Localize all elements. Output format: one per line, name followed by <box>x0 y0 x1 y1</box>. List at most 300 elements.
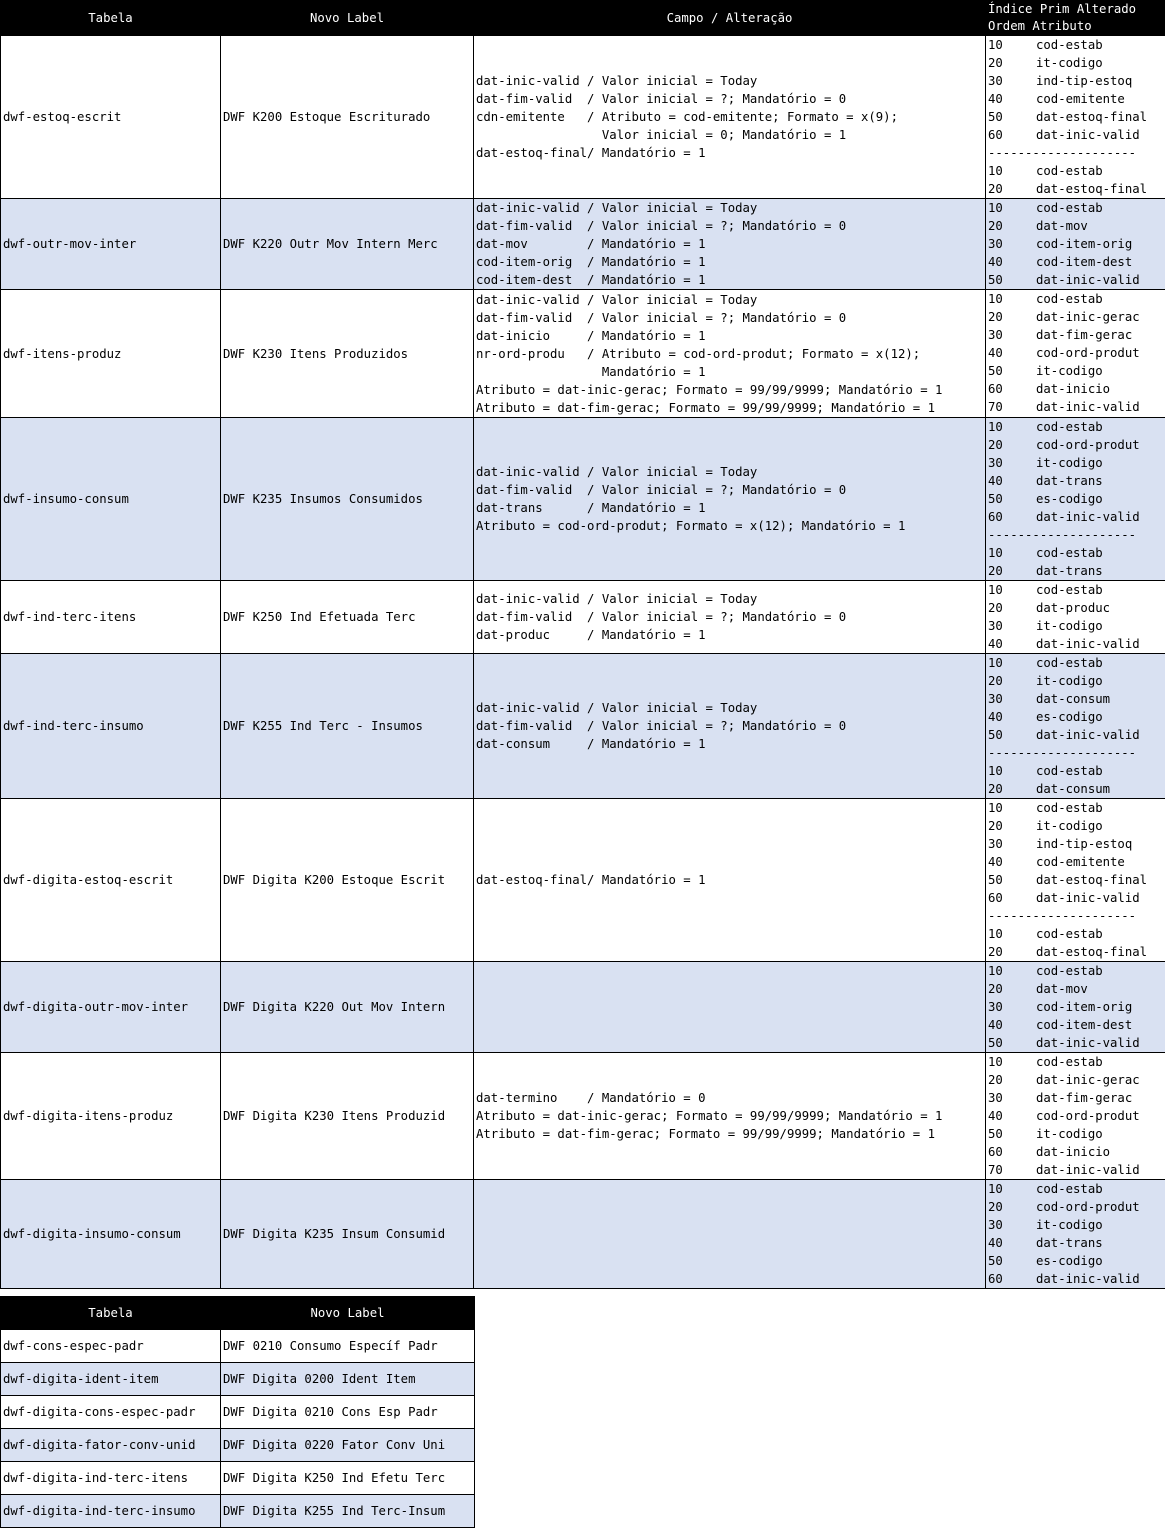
index-atributo: cod-estab <box>1036 962 1163 980</box>
cell-tabela: dwf-digita-ind-terc-insumo <box>1 1495 221 1528</box>
cell-tabela: dwf-ind-terc-itens <box>1 581 221 654</box>
secondary-header-tabela: Tabela <box>1 1297 221 1330</box>
change-line: Mandatório = 1 <box>476 363 983 381</box>
index-entry <box>988 581 1163 599</box>
index-entry <box>988 108 1163 126</box>
cell-indice <box>986 1180 1165 1289</box>
change-line: dat-consum / Mandatório = 1 <box>476 735 983 753</box>
index-entry <box>988 308 1163 326</box>
header-indice-line1: Índice Prim Alterado <box>988 1 1163 18</box>
index-atributo: cod-estab <box>1036 418 1163 436</box>
change-line: dat-termino / Mandatório = 0 <box>476 1089 983 1107</box>
index-atributo: dat-inic-valid <box>1036 126 1163 144</box>
index-ordem: 10 <box>988 418 1036 436</box>
secondary-table-row <box>1 1429 475 1462</box>
index-ordem: 20 <box>988 943 1036 961</box>
table-row <box>1 1180 1165 1289</box>
index-entry <box>988 799 1163 817</box>
index-atributo: dat-inic-valid <box>1036 398 1163 416</box>
index-atributo: cod-ord-produt <box>1036 436 1163 454</box>
index-ordem: 40 <box>988 853 1036 871</box>
cell-campo-alteracao <box>474 418 986 581</box>
header-novo-label: Novo Label <box>221 1 474 36</box>
cell-campo-alteracao <box>474 1053 986 1180</box>
change-line: Atributo = dat-fim-gerac; Formato = 99/99/9999; Mandatório = 1 <box>476 399 983 417</box>
index-ordem: 10 <box>988 1053 1036 1071</box>
cell-tabela: dwf-digita-estoq-escrit <box>1 799 221 962</box>
index-atributo: dat-inic-valid <box>1036 726 1163 744</box>
index-entry <box>988 762 1163 780</box>
index-ordem: 20 <box>988 180 1036 198</box>
index-atributo: dat-estoq-final <box>1036 180 1163 198</box>
change-line: dat-fim-valid / Valor inicial = ?; Mandatório = 0 <box>476 90 983 108</box>
index-ordem: 40 <box>988 344 1036 362</box>
index-ordem: 20 <box>988 780 1036 798</box>
index-atributo: cod-estab <box>1036 544 1163 562</box>
table-row <box>1 654 1165 799</box>
index-entry <box>988 1089 1163 1107</box>
index-entry <box>988 1161 1163 1179</box>
secondary-header-novo-label: Novo Label <box>221 1297 475 1330</box>
index-atributo: cod-estab <box>1036 199 1163 217</box>
index-separator: -------------------- <box>988 907 1163 925</box>
cell-campo-alteracao <box>474 962 986 1053</box>
index-ordem: 20 <box>988 308 1036 326</box>
index-ordem: 70 <box>988 1161 1036 1179</box>
cell-tabela: dwf-cons-espec-padr <box>1 1330 221 1363</box>
cell-tabela: dwf-ind-terc-insumo <box>1 654 221 799</box>
change-line: dat-inic-valid / Valor inicial = Today <box>476 463 983 481</box>
cell-novo-label: DWF K235 Insumos Consumidos <box>221 418 474 581</box>
header-campo-alteracao: Campo / Alteração <box>474 1 986 36</box>
cell-campo-alteracao <box>474 199 986 290</box>
index-ordem: 10 <box>988 925 1036 943</box>
secondary-table-row <box>1 1495 475 1528</box>
index-atributo: ind-tip-estoq <box>1036 835 1163 853</box>
index-separator: -------------------- <box>988 526 1163 544</box>
index-ordem: 10 <box>988 799 1036 817</box>
index-ordem: 40 <box>988 253 1036 271</box>
index-ordem: 20 <box>988 599 1036 617</box>
index-entry <box>988 599 1163 617</box>
index-atributo: dat-estoq-final <box>1036 871 1163 889</box>
index-entry <box>988 1216 1163 1234</box>
index-entry <box>988 162 1163 180</box>
change-line: dat-inic-valid / Valor inicial = Today <box>476 72 983 90</box>
index-atributo: it-codigo <box>1036 817 1163 835</box>
index-atributo: it-codigo <box>1036 54 1163 72</box>
header-tabela: Tabela <box>1 1 221 36</box>
cell-indice <box>986 418 1165 581</box>
index-ordem: 10 <box>988 962 1036 980</box>
change-line: nr-ord-produ / Atributo = cod-ord-produt; Formato = x(12); <box>476 345 983 363</box>
index-entry <box>988 326 1163 344</box>
index-atributo: dat-consum <box>1036 690 1163 708</box>
change-line: dat-fim-valid / Valor inicial = ?; Mandatório = 0 <box>476 717 983 735</box>
secondary-table-body <box>1 1330 475 1528</box>
index-entry <box>988 72 1163 90</box>
index-entry <box>988 1143 1163 1161</box>
cell-indice <box>986 799 1165 962</box>
index-ordem: 40 <box>988 1016 1036 1034</box>
cell-novo-label: DWF K250 Ind Efetuada Terc <box>221 581 474 654</box>
change-line: Valor inicial = 0; Mandatório = 1 <box>476 126 983 144</box>
index-atributo: cod-estab <box>1036 162 1163 180</box>
table-row <box>1 1053 1165 1180</box>
change-line: dat-fim-valid / Valor inicial = ?; Mandatório = 0 <box>476 608 983 626</box>
index-atributo: ind-tip-estoq <box>1036 72 1163 90</box>
table-row <box>1 199 1165 290</box>
index-separator: -------------------- <box>988 144 1163 162</box>
index-ordem: 30 <box>988 454 1036 472</box>
index-ordem: 20 <box>988 1198 1036 1216</box>
change-line: Atributo = dat-inic-gerac; Formato = 99/99/9999; Mandatório = 1 <box>476 1107 983 1125</box>
index-ordem: 60 <box>988 126 1036 144</box>
index-ordem: 50 <box>988 490 1036 508</box>
secondary-header-row <box>1 1297 475 1330</box>
change-line: cdn-emitente / Atributo = cod-emitente; Formato = x(9); <box>476 108 983 126</box>
index-entry <box>988 344 1163 362</box>
index-atributo: dat-trans <box>1036 472 1163 490</box>
index-atributo: cod-estab <box>1036 925 1163 943</box>
change-line: dat-inic-valid / Valor inicial = Today <box>476 590 983 608</box>
index-entry <box>988 90 1163 108</box>
index-entry <box>988 199 1163 217</box>
index-ordem: 50 <box>988 362 1036 380</box>
index-entry <box>988 853 1163 871</box>
index-entry <box>988 180 1163 198</box>
index-entry <box>988 290 1163 308</box>
cell-novo-label: DWF Digita K230 Itens Produzid <box>221 1053 474 1180</box>
index-ordem: 50 <box>988 1125 1036 1143</box>
index-entry <box>988 418 1163 436</box>
index-atributo: dat-inic-valid <box>1036 1161 1163 1179</box>
index-entry <box>988 271 1163 289</box>
index-atributo: cod-item-orig <box>1036 235 1163 253</box>
cell-indice <box>986 581 1165 654</box>
index-entry <box>988 1252 1163 1270</box>
change-line: cod-item-dest / Mandatório = 1 <box>476 271 983 289</box>
index-ordem: 20 <box>988 817 1036 835</box>
index-entry <box>988 436 1163 454</box>
cell-tabela: dwf-estoq-escrit <box>1 36 221 199</box>
index-entry <box>988 1180 1163 1198</box>
index-separator: -------------------- <box>988 744 1163 762</box>
index-ordem: 30 <box>988 1216 1036 1234</box>
index-atributo: it-codigo <box>1036 617 1163 635</box>
index-ordem: 50 <box>988 271 1036 289</box>
cell-campo-alteracao <box>474 1180 986 1289</box>
index-entry <box>988 1270 1163 1288</box>
index-entry <box>988 943 1163 961</box>
index-atributo: dat-trans <box>1036 562 1163 580</box>
cell-novo-label: DWF K230 Itens Produzidos <box>221 290 474 418</box>
index-ordem: 40 <box>988 90 1036 108</box>
index-entry <box>988 253 1163 271</box>
index-atributo: cod-estab <box>1036 654 1163 672</box>
index-ordem: 30 <box>988 998 1036 1016</box>
cell-indice <box>986 1053 1165 1180</box>
index-ordem: 30 <box>988 1089 1036 1107</box>
index-atributo: es-codigo <box>1036 1252 1163 1270</box>
index-ordem: 30 <box>988 72 1036 90</box>
index-ordem: 20 <box>988 1071 1036 1089</box>
index-entry <box>988 398 1163 416</box>
secondary-table <box>0 1296 475 1528</box>
index-atributo: dat-inic-valid <box>1036 508 1163 526</box>
index-ordem: 40 <box>988 472 1036 490</box>
cell-tabela: dwf-digita-ident-item <box>1 1363 221 1396</box>
index-entry <box>988 1125 1163 1143</box>
index-ordem: 10 <box>988 199 1036 217</box>
cell-novo-label: DWF Digita K220 Out Mov Intern <box>221 962 474 1053</box>
index-ordem: 60 <box>988 380 1036 398</box>
index-ordem: 20 <box>988 562 1036 580</box>
table-row <box>1 36 1165 199</box>
index-entry <box>988 508 1163 526</box>
index-ordem: 40 <box>988 1107 1036 1125</box>
index-entry <box>988 1016 1163 1034</box>
index-atributo: dat-inic-valid <box>1036 1270 1163 1288</box>
index-atributo: cod-ord-produt <box>1036 344 1163 362</box>
index-entry <box>988 672 1163 690</box>
index-atributo: cod-item-orig <box>1036 998 1163 1016</box>
index-entry <box>988 1107 1163 1125</box>
index-entry <box>988 835 1163 853</box>
index-entry <box>988 617 1163 635</box>
cell-tabela: dwf-digita-outr-mov-inter <box>1 962 221 1053</box>
index-entry <box>988 380 1163 398</box>
index-ordem: 20 <box>988 436 1036 454</box>
index-atributo: cod-item-dest <box>1036 253 1163 271</box>
cell-novo-label: DWF K200 Estoque Escriturado <box>221 36 474 199</box>
cell-novo-label: DWF Digita 0220 Fator Conv Uni <box>221 1429 475 1462</box>
cell-campo-alteracao <box>474 654 986 799</box>
index-ordem: 40 <box>988 708 1036 726</box>
index-atributo: cod-item-dest <box>1036 1016 1163 1034</box>
index-entry <box>988 654 1163 672</box>
change-line: dat-estoq-final/ Mandatório = 1 <box>476 871 983 889</box>
index-atributo: it-codigo <box>1036 672 1163 690</box>
cell-novo-label: DWF Digita 0210 Cons Esp Padr <box>221 1396 475 1429</box>
index-atributo: it-codigo <box>1036 454 1163 472</box>
index-atributo: cod-emitente <box>1036 90 1163 108</box>
index-atributo: cod-ord-produt <box>1036 1107 1163 1125</box>
cell-novo-label: DWF Digita K235 Insum Consumid <box>221 1180 474 1289</box>
change-line: dat-produc / Mandatório = 1 <box>476 626 983 644</box>
index-atributo: dat-inic-valid <box>1036 635 1163 653</box>
change-line: dat-estoq-final/ Mandatório = 1 <box>476 144 983 162</box>
index-ordem: 50 <box>988 108 1036 126</box>
index-atributo: dat-inicio <box>1036 380 1163 398</box>
table-row <box>1 418 1165 581</box>
index-atributo: cod-estab <box>1036 762 1163 780</box>
index-entry <box>988 817 1163 835</box>
index-ordem: 60 <box>988 1270 1036 1288</box>
index-entry <box>988 235 1163 253</box>
index-atributo: dat-estoq-final <box>1036 943 1163 961</box>
index-entry <box>988 54 1163 72</box>
index-atributo: cod-ord-produt <box>1036 1198 1163 1216</box>
index-atributo: es-codigo <box>1036 490 1163 508</box>
change-line: dat-inicio / Mandatório = 1 <box>476 327 983 345</box>
index-ordem: 60 <box>988 508 1036 526</box>
index-entry <box>988 635 1163 653</box>
index-ordem: 20 <box>988 54 1036 72</box>
cell-indice <box>986 654 1165 799</box>
index-entry <box>988 1053 1163 1071</box>
index-atributo: dat-fim-gerac <box>1036 1089 1163 1107</box>
index-entry <box>988 36 1163 54</box>
cell-indice <box>986 290 1165 418</box>
main-header-row <box>1 1 1165 36</box>
table-row <box>1 290 1165 418</box>
index-atributo: dat-inic-gerac <box>1036 1071 1163 1089</box>
cell-novo-label: DWF Digita K255 Ind Terc-Insum <box>221 1495 475 1528</box>
index-ordem: 20 <box>988 980 1036 998</box>
index-entry <box>988 690 1163 708</box>
index-entry <box>988 1071 1163 1089</box>
index-ordem: 10 <box>988 581 1036 599</box>
change-line: dat-fim-valid / Valor inicial = ?; Mandatório = 0 <box>476 217 983 235</box>
change-line: dat-mov / Mandatório = 1 <box>476 235 983 253</box>
index-atributo: cod-emitente <box>1036 853 1163 871</box>
index-ordem: 60 <box>988 1143 1036 1161</box>
cell-indice <box>986 962 1165 1053</box>
secondary-table-row <box>1 1330 475 1363</box>
index-ordem: 30 <box>988 835 1036 853</box>
index-ordem: 40 <box>988 1234 1036 1252</box>
index-entry <box>988 362 1163 380</box>
index-entry <box>988 562 1163 580</box>
index-ordem: 10 <box>988 1180 1036 1198</box>
index-atributo: dat-inic-valid <box>1036 271 1163 289</box>
index-ordem: 70 <box>988 398 1036 416</box>
index-atributo: dat-inic-valid <box>1036 889 1163 907</box>
change-line: Atributo = cod-ord-produt; Formato = x(12); Mandatório = 1 <box>476 517 983 535</box>
cell-indice <box>986 199 1165 290</box>
index-entry <box>988 871 1163 889</box>
index-ordem: 30 <box>988 690 1036 708</box>
change-line: dat-inic-valid / Valor inicial = Today <box>476 291 983 309</box>
cell-tabela: dwf-itens-produz <box>1 290 221 418</box>
index-entry <box>988 490 1163 508</box>
index-atributo: cod-estab <box>1036 36 1163 54</box>
change-line: dat-trans / Mandatório = 1 <box>476 499 983 517</box>
index-ordem: 20 <box>988 672 1036 690</box>
index-atributo: dat-consum <box>1036 780 1163 798</box>
index-atributo: es-codigo <box>1036 708 1163 726</box>
index-atributo: dat-fim-gerac <box>1036 326 1163 344</box>
index-atributo: dat-inicio <box>1036 1143 1163 1161</box>
main-table-body <box>1 36 1165 1289</box>
table-row <box>1 962 1165 1053</box>
change-line: dat-inic-valid / Valor inicial = Today <box>476 199 983 217</box>
change-line: dat-fim-valid / Valor inicial = ?; Mandatório = 0 <box>476 309 983 327</box>
index-ordem: 40 <box>988 635 1036 653</box>
index-entry <box>988 780 1163 798</box>
index-ordem: 30 <box>988 235 1036 253</box>
index-entry <box>988 889 1163 907</box>
table-row <box>1 799 1165 962</box>
index-entry <box>988 472 1163 490</box>
index-entry <box>988 980 1163 998</box>
index-entry <box>988 1198 1163 1216</box>
change-line: dat-fim-valid / Valor inicial = ?; Mandatório = 0 <box>476 481 983 499</box>
cell-tabela: dwf-insumo-consum <box>1 418 221 581</box>
index-atributo: dat-trans <box>1036 1234 1163 1252</box>
index-ordem: 50 <box>988 726 1036 744</box>
cell-campo-alteracao <box>474 581 986 654</box>
index-entry <box>988 217 1163 235</box>
index-entry <box>988 454 1163 472</box>
index-ordem: 10 <box>988 762 1036 780</box>
cell-campo-alteracao <box>474 799 986 962</box>
cell-novo-label: DWF Digita 0200 Ident Item <box>221 1363 475 1396</box>
index-ordem: 30 <box>988 326 1036 344</box>
index-atributo: it-codigo <box>1036 1125 1163 1143</box>
cell-campo-alteracao <box>474 290 986 418</box>
change-line: Atributo = dat-inic-gerac; Formato = 99/99/9999; Mandatório = 1 <box>476 381 983 399</box>
header-indice <box>986 1 1165 36</box>
index-entry <box>988 544 1163 562</box>
index-ordem: 10 <box>988 36 1036 54</box>
cell-novo-label: DWF K255 Ind Terc - Insumos <box>221 654 474 799</box>
index-ordem: 30 <box>988 617 1036 635</box>
header-indice-line2: Ordem Atributo <box>988 18 1163 35</box>
index-atributo: cod-estab <box>1036 290 1163 308</box>
index-atributo: dat-inic-gerac <box>1036 308 1163 326</box>
cell-tabela: dwf-outr-mov-inter <box>1 199 221 290</box>
index-atributo: dat-inic-valid <box>1036 1034 1163 1052</box>
index-atributo: cod-estab <box>1036 1180 1163 1198</box>
index-entry <box>988 962 1163 980</box>
index-entry <box>988 998 1163 1016</box>
index-atributo: dat-mov <box>1036 980 1163 998</box>
index-atributo: cod-estab <box>1036 799 1163 817</box>
index-atributo: cod-estab <box>1036 1053 1163 1071</box>
index-atributo: it-codigo <box>1036 362 1163 380</box>
index-entry <box>988 708 1163 726</box>
cell-tabela: dwf-digita-cons-espec-padr <box>1 1396 221 1429</box>
index-ordem: 60 <box>988 889 1036 907</box>
index-ordem: 10 <box>988 654 1036 672</box>
index-ordem: 10 <box>988 290 1036 308</box>
index-ordem: 50 <box>988 1034 1036 1052</box>
cell-novo-label: DWF Digita K200 Estoque Escrit <box>221 799 474 962</box>
table-row <box>1 581 1165 654</box>
cell-tabela: dwf-digita-itens-produz <box>1 1053 221 1180</box>
change-line: dat-inic-valid / Valor inicial = Today <box>476 699 983 717</box>
secondary-table-row <box>1 1462 475 1495</box>
index-atributo: cod-estab <box>1036 581 1163 599</box>
cell-novo-label: DWF 0210 Consumo Específ Padr <box>221 1330 475 1363</box>
index-ordem: 10 <box>988 544 1036 562</box>
change-line: Atributo = dat-fim-gerac; Formato = 99/99/9999; Mandatório = 1 <box>476 1125 983 1143</box>
cell-tabela: dwf-digita-ind-terc-itens <box>1 1462 221 1495</box>
index-entry <box>988 126 1163 144</box>
index-entry <box>988 726 1163 744</box>
cell-tabela: dwf-digita-insumo-consum <box>1 1180 221 1289</box>
index-entry <box>988 1034 1163 1052</box>
index-atributo: dat-produc <box>1036 599 1163 617</box>
cell-tabela: dwf-digita-fator-conv-unid <box>1 1429 221 1462</box>
secondary-table-row <box>1 1396 475 1429</box>
index-entry <box>988 925 1163 943</box>
index-atributo: dat-estoq-final <box>1036 108 1163 126</box>
index-entry <box>988 1234 1163 1252</box>
index-atributo: dat-mov <box>1036 217 1163 235</box>
